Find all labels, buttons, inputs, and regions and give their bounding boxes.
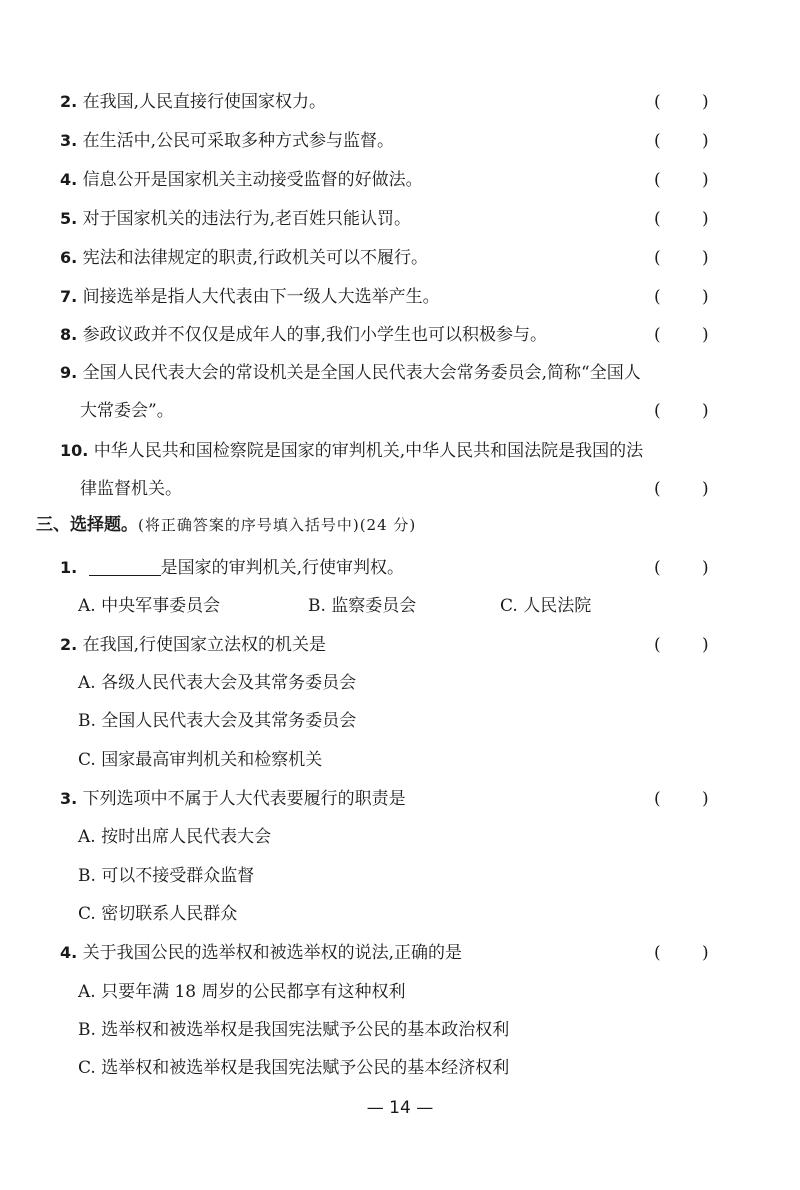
option-b[interactable]: B. 可以不接受群众监督: [78, 866, 255, 886]
tf-item-10: 10. 中华人民共和国检察院是国家的审判机关,中华人民共和国法院是我国的法: [60, 441, 644, 461]
option-b[interactable]: B. 监察委员会: [308, 596, 417, 616]
question-text: 全国人民代表大会的常设机关是全国人民代表大会常务委员会,简称“全国人: [82, 363, 641, 383]
answer-bracket[interactable]: ( ): [654, 479, 709, 499]
tf-item-10-continuation: [80, 474, 710, 504]
question-text: 在我国,行使国家立法权的机关是: [82, 635, 327, 655]
mc-item-3: 3. 下列选项中不属于人大代表要履行的职责是 ( ): [60, 784, 710, 814]
question-text: 宪法和法律规定的职责,行政机关可以不履行。: [82, 248, 429, 268]
tf-item-5: 5. 对于国家机关的违法行为,老百姓只能认罚。 ( ): [60, 204, 710, 234]
option-c[interactable]: C. 人民法院: [500, 596, 592, 616]
question-text: 在生活中,公民可采取多种方式参与监督。: [82, 131, 395, 151]
option-b[interactable]: B. 全国人民代表大会及其常务委员会: [78, 711, 357, 731]
tf-item-7: 7. 间接选举是指人大代表由下一级人大选举产生。 ( ): [60, 282, 710, 312]
option-a[interactable]: A. 中央军事委员会: [78, 596, 221, 616]
answer-bracket[interactable]: ( ): [654, 789, 709, 809]
question-text: 间接选举是指人大代表由下一级人大选举产生。: [82, 287, 440, 307]
answer-bracket[interactable]: ( ): [654, 287, 709, 307]
question-text: 信息公开是国家机关主动接受监督的好做法。: [82, 170, 423, 190]
mc-item-2: 2. 在我国,行使国家立法权的机关是 ( ): [60, 630, 710, 660]
option-a[interactable]: A. 按时出席人民代表大会: [78, 827, 272, 847]
mc-item-1: 1. 是国家的审判机关,行使审判权。 ( ): [60, 553, 710, 583]
section-heading: 三、选择题。(将正确答案的序号填入括号中)(24 分): [36, 515, 417, 535]
page-number: — 14 —: [366, 1098, 434, 1118]
question-text: 中华人民共和国检察院是国家的审判机关,中华人民共和国法院是我国的法: [93, 441, 644, 461]
option-c[interactable]: C. 密切联系人民群众: [78, 904, 238, 924]
tf-item-9: 9. 全国人民代表大会的常设机关是全国人民代表大会常务委员会,简称“全国人: [60, 363, 641, 383]
answer-bracket[interactable]: ( ): [654, 325, 709, 345]
answer-bracket[interactable]: ( ): [654, 401, 709, 421]
fill-in-blank[interactable]: [89, 557, 161, 576]
answer-bracket[interactable]: ( ): [654, 558, 709, 578]
answer-bracket[interactable]: ( ): [654, 209, 709, 229]
answer-bracket[interactable]: ( ): [654, 248, 709, 268]
mc-item-4: 4. 关于我国公民的选举权和被选举权的说法,正确的是 ( ): [60, 938, 710, 968]
answer-bracket[interactable]: ( ): [654, 635, 709, 655]
question-text: 是国家的审判机关,行使审判权。: [160, 558, 405, 578]
tf-item-6: 6. 宪法和法律规定的职责,行政机关可以不履行。 ( ): [60, 243, 710, 273]
question-text: 参政议政并不仅仅是成年人的事,我们小学生也可以积极参与。: [82, 325, 548, 345]
question-text: 律监督机关。: [80, 479, 182, 499]
mc-1-options: [78, 591, 678, 621]
question-text: 关于我国公民的选举权和被选举权的说法,正确的是: [82, 943, 463, 963]
question-text: 对于国家机关的违法行为,老百姓只能认罚。: [82, 209, 412, 229]
option-c[interactable]: C. 国家最高审判机关和检察机关: [78, 750, 323, 770]
question-text: 大常委会”。: [80, 401, 174, 421]
answer-bracket[interactable]: ( ): [654, 170, 709, 190]
question-text: 下列选项中不属于人大代表要履行的职责是: [82, 789, 406, 809]
answer-bracket[interactable]: ( ): [654, 943, 709, 963]
tf-item-3: 3. 在生活中,公民可采取多种方式参与监督。 ( ): [60, 126, 710, 156]
tf-item-9-continuation: [80, 396, 710, 426]
tf-item-2: 2. 在我国,人民直接行使国家权力。 ( ): [60, 87, 710, 117]
answer-bracket[interactable]: ( ): [654, 92, 709, 112]
option-c[interactable]: C. 选举权和被选举权是我国宪法赋予公民的基本经济权利: [78, 1058, 510, 1078]
question-text: 在我国,人民直接行使国家权力。: [82, 92, 327, 112]
option-a[interactable]: A. 各级人民代表大会及其常务委员会: [78, 673, 357, 693]
tf-item-8: 8. 参政议政并不仅仅是成年人的事,我们小学生也可以积极参与。 ( ): [60, 320, 710, 350]
option-b[interactable]: B. 选举权和被选举权是我国宪法赋予公民的基本政治权利: [78, 1020, 510, 1040]
tf-item-4: 4. 信息公开是国家机关主动接受监督的好做法。 ( ): [60, 165, 710, 195]
answer-bracket[interactable]: ( ): [654, 131, 709, 151]
option-a[interactable]: A. 只要年满 18 周岁的公民都享有这种权利: [78, 982, 406, 1002]
